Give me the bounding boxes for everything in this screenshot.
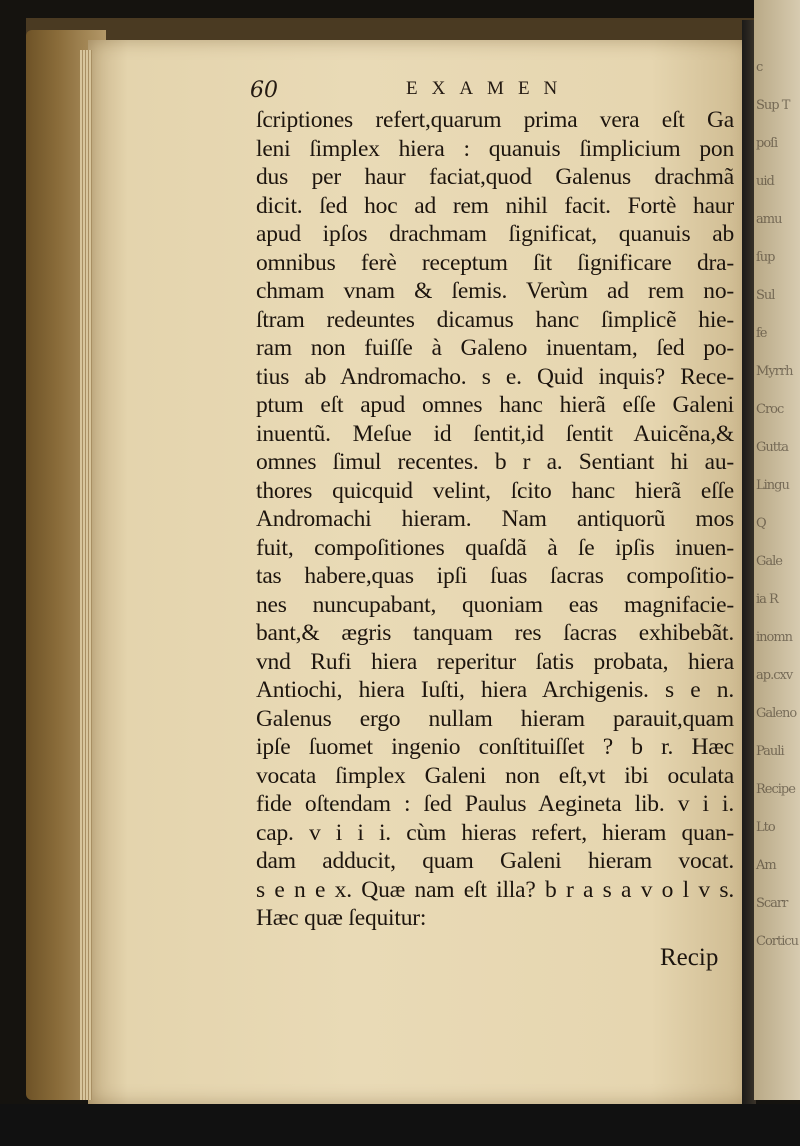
facing-page-text-fragment: Croc bbox=[756, 402, 784, 417]
text-line: apud ipſos drachmam ſignificat, quanuis ab bbox=[256, 221, 734, 247]
facing-page-fragment bbox=[754, 0, 800, 1100]
text-line: fide oſtendam : ſed Paulus Aegineta lib. v i i. bbox=[256, 791, 734, 817]
facing-page-text-fragment: uid bbox=[756, 174, 774, 189]
facing-page-text-fragment: Sup T bbox=[756, 98, 790, 113]
text-line: vnd Rufi hiera reperitur ſatis probata, hiera bbox=[256, 648, 734, 675]
facing-page-text-fragment: c bbox=[756, 60, 763, 75]
facing-page-text-fragment: fe bbox=[756, 326, 767, 341]
facing-page-text-fragment: Sul bbox=[756, 288, 775, 303]
facing-page-text-fragment: Scarr bbox=[756, 896, 788, 911]
text-line: dicit. ſed hoc ad rem nihil facit. Fortè haur bbox=[256, 192, 734, 219]
facing-page-text-fragment: Pauli bbox=[756, 744, 784, 759]
text-line: tius ab Andromacho. s e. Quid inquis? Rece- bbox=[256, 363, 734, 390]
text-line: Galenus ergo nullam hieram parauit,quam bbox=[256, 705, 734, 732]
running-head: EXAMEN bbox=[406, 78, 572, 99]
text-line: omnibus ferè receptum ſit ſignificare dra- bbox=[256, 249, 734, 276]
book-cover-top-edge bbox=[26, 18, 756, 40]
text-line: bant,& ægris tanquam res ſacras exhibebãt. bbox=[256, 620, 734, 646]
text-line: inuentũ. Meſue id ſentit,id ſentit Auicẽna,& bbox=[256, 420, 734, 447]
text-line: s e n e x. Quæ nam eſt illa? b r a s a v o l v s. bbox=[256, 876, 734, 903]
text-line: leni ſimplex hiera : quanuis ſimplicium pon bbox=[256, 135, 734, 162]
text-line: ipſe ſuomet ingenio conſtituiſſet ? b r. Hæc bbox=[256, 734, 734, 760]
page-number: 60 bbox=[250, 78, 278, 103]
facing-page-text-fragment: Lingu bbox=[756, 478, 789, 493]
text-line: ſcriptiones refert,quarum prima vera eſt Ga bbox=[256, 107, 734, 133]
facing-page-text-fragment: poſi bbox=[756, 136, 778, 151]
facing-page-text-fragment: Recipe bbox=[756, 782, 795, 797]
facing-page-text-fragment: amu bbox=[756, 212, 782, 227]
text-line: ſtram redeuntes dicamus hanc ſimplicẽ hie- bbox=[256, 306, 734, 333]
bottom-shadow bbox=[0, 1104, 800, 1146]
facing-page-text-fragment: Galeno bbox=[756, 706, 797, 721]
facing-page-text-fragment: Am bbox=[756, 858, 776, 873]
facing-page-text-fragment: Corticu bbox=[756, 934, 799, 949]
text-line: vocata ſimplex Galeni non eſt,vt ibi oculata bbox=[256, 762, 734, 789]
text-line: dam adducit, quam Galeni hieram vocat. bbox=[256, 848, 734, 874]
facing-page-text-fragment: ſup bbox=[756, 250, 775, 265]
text-line: nes nuncupabant, quoniam eas magnifacie- bbox=[256, 591, 734, 618]
text-line: ptum eſt apud omnes hanc hierã eſſe Galeni bbox=[256, 392, 734, 418]
text-line: omnes ſimul recentes. b r a. Sentiant hi au- bbox=[256, 449, 734, 475]
facing-page-text-fragment: ia R bbox=[756, 592, 778, 607]
text-line: thores quicquid velint, ſcito hanc hierã eſſe bbox=[256, 477, 734, 504]
facing-page-text-fragment: Myrrh bbox=[756, 364, 793, 379]
text-line: Antiochi, hiera Iuſti, hiera Archigenis. s e n. bbox=[256, 677, 734, 703]
page-stack-edge bbox=[80, 50, 92, 1100]
facing-page-text-fragment: Gutta bbox=[756, 440, 788, 455]
facing-page-text-fragment: Lto bbox=[756, 820, 775, 835]
text-line: chmam vnam & ſemis. Verùm ad rem no- bbox=[256, 278, 734, 304]
catchword: Recip bbox=[660, 944, 719, 971]
body-text bbox=[256, 106, 734, 933]
text-line: tas habere,quas ipſi ſuas ſacras compoſitio- bbox=[256, 563, 734, 589]
text-line: cap. v i i i. cùm hieras refert, hieram quan- bbox=[256, 819, 734, 846]
facing-page-text-fragment: Gale bbox=[756, 554, 782, 569]
facing-page-text-fragment: ap.cxv bbox=[756, 668, 793, 683]
text-line: fuit, compoſitiones quaſdã à ſe ipſis inuen- bbox=[256, 534, 734, 561]
page-header bbox=[240, 74, 720, 104]
text-line: ram non fuiſſe à Galeno inuentam, ſed po- bbox=[256, 335, 734, 361]
facing-page-text-fragment: inomn bbox=[756, 630, 793, 645]
text-line: Hæc quæ ſequitur: bbox=[256, 905, 427, 931]
facing-page-text-fragment: Q bbox=[756, 516, 766, 531]
text-line: Andromachi hieram. Nam antiquorũ mos bbox=[256, 506, 734, 532]
text-line: dus per haur faciat,quod Galenus drachmã bbox=[256, 164, 734, 190]
